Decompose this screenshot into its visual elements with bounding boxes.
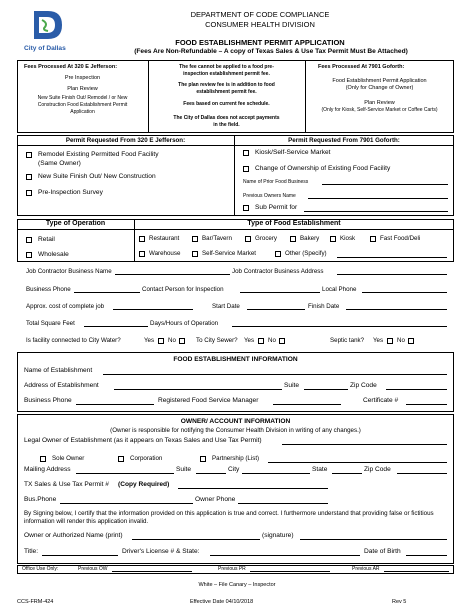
prior-name-field[interactable] bbox=[322, 184, 448, 185]
self-service-label: Self-Service Market bbox=[202, 250, 256, 257]
fast-food-label: Fast Food/Deli bbox=[380, 235, 421, 242]
establishment-address-label: Address of Establishment bbox=[24, 382, 99, 389]
title-field[interactable] bbox=[42, 555, 118, 556]
sub-permit-label: Sub Permit for bbox=[255, 204, 298, 211]
title-label: Title: bbox=[24, 548, 39, 555]
dob-field[interactable] bbox=[406, 555, 447, 556]
prev-owner-label: Previous Owners Name bbox=[243, 193, 296, 199]
form-number: CCS-FRM-424 bbox=[17, 599, 54, 605]
days-hours-label: Days/Hours of Operation bbox=[150, 320, 219, 327]
establishment-suite-label: Suite bbox=[284, 382, 300, 389]
city-sewer-yes-label: Yes bbox=[244, 337, 255, 344]
form-subtitle: (Fees Are Non-Refundable – A copy of Texas Sales & Use Tax Permit Must Be Attached) bbox=[134, 48, 408, 55]
finish-date-label: Finish Date bbox=[308, 303, 340, 310]
new-suite-label: New Suite Finish Out/ New Construction bbox=[38, 173, 156, 180]
fees-left-line: Application bbox=[70, 109, 95, 115]
food-manager-field[interactable] bbox=[273, 404, 341, 405]
job-contractor-name-label: Job Contractor Business Name bbox=[26, 268, 112, 275]
tax-permit-label: TX Sales & Use Tax Permit # bbox=[24, 481, 109, 488]
kiosk-label: Kiosk/Self-Service Market bbox=[255, 149, 331, 156]
prior-name-label: Name of Prior Food Business bbox=[243, 179, 309, 185]
wholesale-checkbox[interactable] bbox=[26, 252, 32, 258]
sub-permit-checkbox[interactable] bbox=[243, 205, 249, 211]
establishment-phone-label: Business Phone bbox=[24, 397, 72, 404]
operation-header: Type of Operation bbox=[45, 220, 106, 227]
permit-right-header: Permit Requested From 7901 Goforth: bbox=[288, 137, 400, 144]
fees-center-line: inspection establishment permit fee. bbox=[183, 71, 270, 77]
bus-phone-field[interactable] bbox=[60, 503, 193, 504]
kiosk-type-label: Kiosk bbox=[340, 235, 356, 242]
city-water-yes-checkbox[interactable] bbox=[158, 338, 164, 344]
owner-phone-field[interactable] bbox=[238, 503, 328, 504]
other-label: Other (Specify) bbox=[285, 250, 327, 257]
start-date-field[interactable] bbox=[247, 309, 305, 310]
contact-person-field[interactable] bbox=[240, 292, 320, 293]
previous-ar-field[interactable] bbox=[384, 571, 449, 572]
fees-left-line: Construction Food Establishment Permit bbox=[37, 102, 128, 108]
city-water-no-label: No bbox=[168, 337, 176, 344]
restaurant-label: Restaurant bbox=[149, 235, 180, 242]
establishment-type-header: Type of Food Establishment bbox=[247, 220, 341, 227]
local-phone-label: Local Phone bbox=[322, 286, 357, 293]
drivers-license-label: Driver's License # & State: bbox=[122, 548, 200, 555]
fees-center-line: The plan review fee is in addition to food bbox=[178, 82, 275, 88]
logo-caption: City of Dallas bbox=[24, 45, 66, 52]
fees-center-line: Fees based on current fee schedule. bbox=[183, 101, 270, 107]
fees-right-line: Food Establishment Permit Application bbox=[332, 78, 427, 84]
revision: Rev 5 bbox=[392, 599, 407, 605]
signature-label: (signature) bbox=[262, 532, 294, 539]
owner-header: OWNER/ ACCOUNT INFORMATION bbox=[180, 418, 291, 425]
change-ownership-checkbox[interactable] bbox=[243, 166, 249, 172]
effective-date: Effective Date 04/10/2018 bbox=[190, 599, 254, 605]
establishment-address-field[interactable] bbox=[114, 389, 282, 390]
job-contractor-name-field[interactable] bbox=[115, 274, 230, 275]
bakery-label: Bakery bbox=[300, 235, 320, 242]
remodel-sublabel: (Same Owner) bbox=[38, 160, 81, 167]
septic-yes-checkbox[interactable] bbox=[387, 338, 393, 344]
establishment-zip-label: Zip Code bbox=[350, 382, 377, 389]
certificate-label: Certificate # bbox=[363, 397, 399, 404]
fees-center-line: establishment permit fee. bbox=[196, 89, 257, 95]
finish-date-field[interactable] bbox=[346, 309, 447, 310]
sole-owner-label: Sole Owner bbox=[52, 455, 85, 462]
septic-label: Septic tank? bbox=[330, 337, 365, 344]
food-manager-label: Registered Food Service Manager bbox=[158, 397, 259, 404]
bakery-checkbox[interactable] bbox=[290, 236, 296, 242]
city-sewer-no-checkbox[interactable] bbox=[279, 338, 285, 344]
warehouse-checkbox[interactable] bbox=[139, 251, 145, 257]
fees-right-line: Plan Review bbox=[364, 100, 395, 106]
copy-distribution: White – File Canary – Inspector bbox=[198, 582, 276, 588]
legal-owner-field[interactable] bbox=[282, 444, 447, 445]
fees-right-line: (Only for Kiosk, Self-Service Market or Coffee Carts) bbox=[321, 107, 438, 113]
city-sewer-no-label: No bbox=[268, 337, 276, 344]
sub-permit-field[interactable] bbox=[304, 211, 448, 212]
fees-center-line: The City of Dallas does not accept payments bbox=[173, 115, 280, 121]
self-service-checkbox[interactable] bbox=[192, 251, 198, 257]
department-title: DEPARTMENT OF CODE COMPLIANCE bbox=[190, 10, 330, 19]
fees-left-line: Pre Inspection bbox=[64, 75, 101, 81]
job-contractor-address-field[interactable] bbox=[337, 274, 447, 275]
partnership-label: Partnership (List) bbox=[212, 455, 260, 462]
sole-owner-checkbox[interactable] bbox=[40, 456, 46, 462]
previous-pr-label: Previous PR bbox=[218, 566, 246, 572]
mailing-suite-field[interactable] bbox=[196, 473, 226, 474]
grocery-label: Grocery bbox=[255, 235, 278, 242]
business-phone-label: Business Phone bbox=[26, 286, 71, 293]
days-hours-field[interactable] bbox=[232, 326, 447, 327]
job-contractor-address-label: Job Contractor Business Address bbox=[232, 268, 324, 275]
owner-note: (Owner is responsible for notifying the Consumer Health Division in writing of any changes.) bbox=[110, 427, 361, 434]
form-title: FOOD ESTABLISHMENT PERMIT APPLICATION bbox=[175, 38, 345, 47]
establishment-zip-field[interactable] bbox=[386, 389, 447, 390]
mailing-state-label: State bbox=[312, 466, 328, 473]
city-sewer-label: To City Sewer? bbox=[196, 337, 238, 344]
corporation-label: Corporation bbox=[130, 455, 163, 462]
food-info-header: FOOD ESTABLISHMENT INFORMATION bbox=[173, 356, 298, 363]
square-feet-field[interactable] bbox=[84, 326, 148, 327]
city-sewer-yes-checkbox[interactable] bbox=[258, 338, 264, 344]
contact-person-label: Contact Person for Inspection bbox=[142, 286, 224, 293]
city-water-no-checkbox[interactable] bbox=[179, 338, 185, 344]
partnership-field[interactable] bbox=[268, 462, 447, 463]
prev-owner-field[interactable] bbox=[308, 198, 448, 199]
fees-right-line: (Only for Change of Owner) bbox=[345, 85, 414, 91]
other-specify-field[interactable] bbox=[337, 257, 447, 258]
previous-pr-field[interactable] bbox=[250, 571, 330, 572]
bar-tavern-label: Bar/Tavern bbox=[202, 235, 232, 242]
bus-phone-label: Bus.Phone bbox=[24, 496, 57, 503]
bar-tavern-checkbox[interactable] bbox=[192, 236, 198, 242]
tax-permit-field[interactable] bbox=[178, 488, 328, 489]
remodel-label: Remodel Existing Permitted Food Facility bbox=[38, 151, 159, 158]
new-suite-checkbox[interactable] bbox=[26, 174, 32, 180]
establishment-name-field[interactable] bbox=[103, 374, 447, 375]
retail-label: Retail bbox=[38, 236, 55, 243]
fees-left-line: Plan Review bbox=[67, 86, 98, 92]
approx-cost-label: Approx. cost of complete job bbox=[26, 303, 105, 310]
remodel-checkbox[interactable] bbox=[26, 152, 32, 158]
copy-required-label: (Copy Required) bbox=[118, 481, 170, 488]
mailing-address-label: Mailing Address bbox=[24, 466, 71, 473]
wholesale-label: Wholesale bbox=[38, 251, 69, 258]
dob-label: Date of Birth bbox=[364, 548, 401, 555]
mailing-zip-field[interactable] bbox=[397, 473, 447, 474]
previous-ow-label: Previous OW bbox=[78, 566, 108, 572]
certification-text: By Signing below, I certify that the information provided on this application is true and correct. I furthermore understand that providing false or fictitious information will render this application invalid. bbox=[24, 510, 434, 525]
fast-food-checkbox[interactable] bbox=[370, 236, 376, 242]
previous-ow-field[interactable] bbox=[112, 571, 192, 572]
retail-checkbox[interactable] bbox=[26, 237, 32, 243]
fees-center-line: in the field. bbox=[213, 122, 240, 128]
office-use-label: Office Use Only: bbox=[22, 566, 59, 572]
owner-print-field[interactable] bbox=[132, 539, 260, 540]
mailing-zip-label: Zip Code bbox=[364, 466, 391, 473]
city-water-label: Is facility connected to City Water? bbox=[26, 337, 121, 344]
septic-no-checkbox[interactable] bbox=[408, 338, 414, 344]
fees-center-line: The fee cannot be applied to a food pre- bbox=[179, 64, 274, 70]
drivers-license-field[interactable] bbox=[210, 555, 360, 556]
grocery-checkbox[interactable] bbox=[245, 236, 251, 242]
local-phone-field[interactable] bbox=[362, 292, 447, 293]
warehouse-label: Warehouse bbox=[149, 250, 181, 257]
septic-no-label: No bbox=[397, 337, 405, 344]
business-phone-field[interactable] bbox=[74, 292, 140, 293]
kiosk-checkbox[interactable] bbox=[243, 150, 249, 156]
mailing-address-field[interactable] bbox=[76, 473, 174, 474]
septic-yes-label: Yes bbox=[373, 337, 384, 344]
certificate-field[interactable] bbox=[406, 404, 447, 405]
pre-inspection-label: Pre-Inspection Survey bbox=[38, 189, 103, 196]
mailing-city-field[interactable] bbox=[242, 473, 310, 474]
other-checkbox[interactable] bbox=[275, 251, 281, 257]
permit-left-header: Permit Requested From 320 E Jefferson: bbox=[65, 137, 186, 144]
mailing-city-label: City bbox=[228, 466, 240, 473]
division-title: CONSUMER HEALTH DIVISION bbox=[205, 20, 315, 29]
approx-cost-field[interactable] bbox=[113, 309, 193, 310]
start-date-label: Start Date bbox=[212, 303, 240, 310]
fees-left-line: New Suite Finish Out/ Remodel / or New bbox=[37, 95, 128, 101]
restaurant-checkbox[interactable] bbox=[139, 236, 145, 242]
city-water-yes-label: Yes bbox=[144, 337, 155, 344]
corporation-checkbox[interactable] bbox=[118, 456, 124, 462]
legal-owner-label: Legal Owner of Establishment (as it appears on Texas Sales and Use Tax Permit) bbox=[24, 437, 262, 444]
mailing-state-field[interactable] bbox=[332, 473, 362, 474]
owner-print-label: Owner or Authorized Name (print) bbox=[24, 532, 123, 539]
square-feet-label: Total Square Feet bbox=[26, 320, 75, 327]
establishment-name-label: Name of Establishment bbox=[24, 367, 93, 374]
signature-field[interactable] bbox=[300, 539, 447, 540]
owner-phone-label: Owner Phone bbox=[195, 496, 236, 503]
city-logo bbox=[26, 7, 66, 43]
establishment-phone-field[interactable] bbox=[76, 404, 154, 405]
mailing-suite-label: Suite bbox=[176, 466, 192, 473]
fees-right-title: Fees Processed At 7901 Goforth: bbox=[318, 64, 405, 70]
establishment-suite-field[interactable] bbox=[304, 389, 348, 390]
partnership-checkbox[interactable] bbox=[200, 456, 206, 462]
pre-inspection-checkbox[interactable] bbox=[26, 190, 32, 196]
change-ownership-label: Change of Ownership of Existing Food Facility bbox=[255, 165, 391, 172]
fees-left-title: Fees Processed At 320 E Jefferson: bbox=[24, 64, 118, 70]
previous-ar-label: Previous AR bbox=[352, 566, 380, 572]
kiosk-type-checkbox[interactable] bbox=[330, 236, 336, 242]
